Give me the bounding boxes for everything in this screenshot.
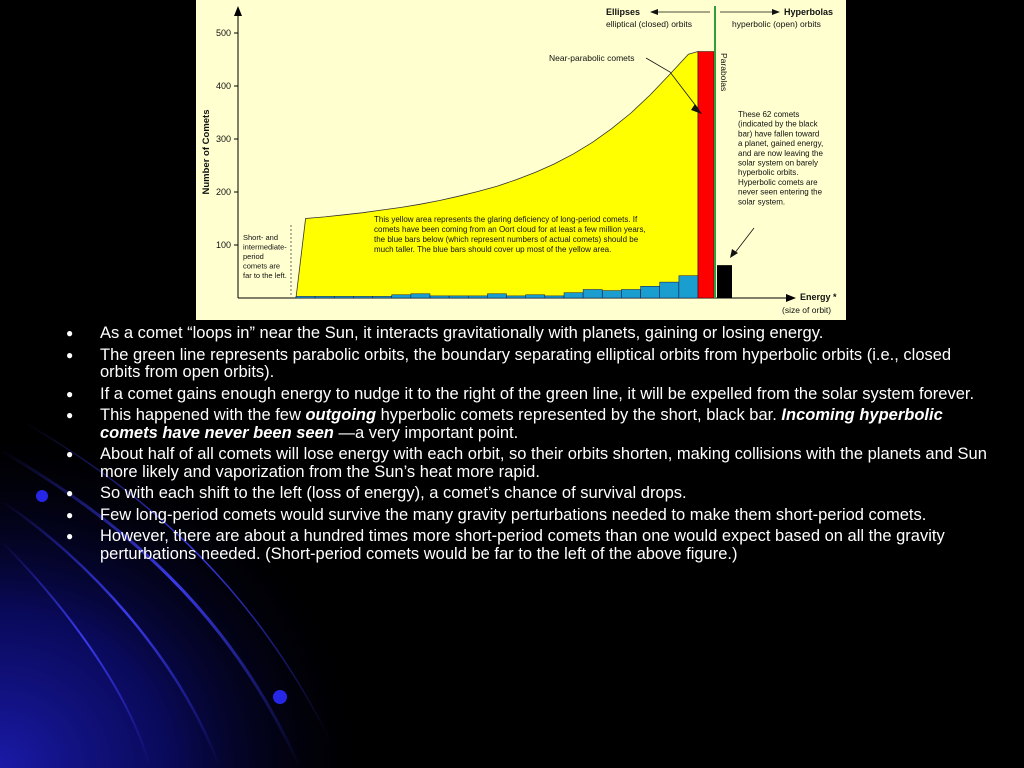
bullet-dot: ● — [66, 447, 74, 461]
bullet-item — [66, 528, 996, 563]
actual-comet-bar — [487, 294, 506, 298]
y-tick-label: 500 — [215, 28, 231, 38]
actual-comet-bar — [392, 295, 411, 298]
actual-comet-bar — [641, 286, 660, 298]
yellowNote-line: the blue bars below (which represent numbers of actual comets) should be — [374, 235, 639, 244]
bullet-text-part: However, there are about a hundred times more short-period comets than one would expect based on all the gravity perturbations needed. (Short-period comets would be far to the left of the above figure.) — [100, 527, 945, 563]
bullet-item — [66, 347, 996, 382]
bullet-item — [66, 325, 996, 343]
x-axis-label: Energy * — [800, 292, 837, 302]
bullet-dot: ● — [66, 386, 74, 401]
hypNote-line: solar system on barely — [738, 158, 819, 168]
hypNote-line: Hyperbolic comets are — [738, 177, 818, 187]
shortNote-line: comets are — [243, 261, 281, 271]
bullet-dot: ● — [66, 326, 74, 340]
actual-comet-bar — [296, 296, 315, 298]
bullet-text-part: This happened with the few — [100, 406, 306, 424]
actual-comet-bar — [621, 290, 640, 299]
bullet-dot: ● — [66, 529, 74, 543]
actual-comet-bar — [449, 296, 468, 298]
bullet-dot: ● — [66, 347, 74, 362]
y-tick-label: 400 — [215, 81, 231, 91]
actual-comet-bar — [660, 282, 679, 298]
bullet-emphasis: Incoming hyperbolic comets have never been seen — [100, 406, 943, 442]
yellow-area-note — [374, 215, 646, 254]
bullet-text — [100, 506, 926, 524]
actual-comet-bar — [353, 296, 372, 298]
bullet-list — [66, 325, 996, 567]
yellowNote-line: much taller. The blue bars should cover up most of the yellow area. — [374, 245, 612, 254]
near-parabolic-bar — [698, 52, 714, 298]
bullet-text — [100, 484, 687, 502]
bullet-item — [66, 507, 996, 525]
actual-comet-bar — [545, 296, 564, 298]
bullet-dot: ● — [66, 486, 74, 500]
yellowNote-line: comets have been coming from an Oort cloud for at least a few million years, — [374, 225, 646, 234]
actual-comet-bar — [583, 290, 602, 299]
y-axis-label: Number of Comets — [201, 109, 212, 195]
actual-comet-bar — [507, 296, 526, 298]
hypNote-line: a planet, gained energy, — [738, 139, 824, 149]
hypNote-line: (indicated by the black — [738, 119, 818, 129]
bullet-text-part: So with each shift to the left (loss of energy), a comet’s chance of survival drops. — [100, 484, 687, 502]
y-tick-label: 300 — [215, 134, 231, 144]
bullet-text — [100, 385, 974, 403]
shortNote-line: intermediate- — [243, 242, 287, 252]
hyperbolas-subheading: hyperbolic (open) orbits — [732, 19, 821, 29]
bullet-text — [100, 445, 987, 481]
bullet-text — [100, 406, 943, 442]
yellowNote-line: This yellow area represents the glaring deficiency of long-period comets. If — [374, 215, 638, 224]
actual-comet-bar — [315, 296, 334, 298]
actual-comet-bar — [602, 291, 621, 298]
hypNote-line: never seen entering the — [738, 187, 823, 197]
bullet-text-part: About half of all comets will lose energy with each orbit, so their orbits shorten, making collisions with the planets and Sun more likely and vaporization from the Sun’s heat more rapid. — [100, 445, 987, 481]
hypNote-line: bar) have fallen toward — [738, 129, 820, 139]
bullet-item — [66, 407, 996, 442]
bullet-text-part: If a comet gains enough energy to nudge it to the right of the green line, it will be expelled from the solar system forever. — [100, 384, 975, 403]
actual-comet-bar — [373, 296, 392, 298]
bullet-dot: ● — [66, 507, 74, 522]
x-axis-sublabel: (size of orbit) — [782, 305, 832, 315]
actual-comet-bar — [430, 296, 449, 298]
bullet-item — [66, 485, 996, 503]
bullet-text — [100, 324, 823, 342]
y-tick-label: 100 — [215, 240, 231, 250]
bullet-item — [66, 386, 996, 404]
comet-energy-chart — [196, 0, 846, 320]
y-tick-label: 200 — [215, 187, 231, 197]
hyperbolas-heading: Hyperbolas — [784, 7, 834, 17]
actual-comet-bar — [468, 296, 487, 298]
parabolas-label: Parabolas — [719, 53, 729, 92]
hypNote-line: and are now leaving the — [738, 148, 823, 158]
bullet-text-part: hyperbolic comets represented by the short, black bar. — [376, 406, 782, 424]
shortNote-line: period — [243, 252, 264, 261]
shortNote-line: far to the left. — [243, 271, 287, 280]
near-parabolic-label: Near-parabolic comets — [549, 53, 635, 63]
ellipses-heading: Ellipses — [606, 7, 641, 17]
ellipses-subheading: elliptical (closed) orbits — [606, 19, 692, 29]
bullet-dot: ● — [66, 408, 74, 422]
shortNote-line: Short- and — [243, 233, 279, 242]
actual-comet-bar — [526, 295, 545, 298]
bullet-item — [66, 446, 996, 481]
hypNote-line: solar system. — [738, 197, 786, 207]
bullet-text — [100, 527, 945, 563]
bullet-text-part: The green line represents parabolic orbits, the boundary separating elliptical orbits from hyperbolic orbits (i.e., closed orbits from open orbits). — [100, 345, 952, 381]
bullet-text-part: As a comet “loops in” near the Sun, it interacts gravitationally with planets, gaining or losing energy. — [100, 324, 824, 342]
actual-comet-bar — [411, 294, 430, 298]
hypNote-line: These 62 comets — [738, 110, 800, 119]
bullet-text-part: Few long-period comets would survive the many gravity perturbations needed to make them short-period comets. — [100, 505, 927, 524]
hyperbolic-note — [738, 110, 824, 206]
hypNote-line: hyperbolic orbits. — [738, 168, 799, 178]
bullet-emphasis: outgoing — [305, 406, 377, 424]
hyperbolic-bar — [717, 265, 732, 298]
bullet-text-part: —a very important point. — [333, 423, 519, 442]
actual-comet-bar — [564, 293, 583, 298]
actual-comet-bar — [679, 276, 698, 298]
actual-comet-bar — [334, 296, 353, 298]
bullet-text — [100, 346, 951, 382]
